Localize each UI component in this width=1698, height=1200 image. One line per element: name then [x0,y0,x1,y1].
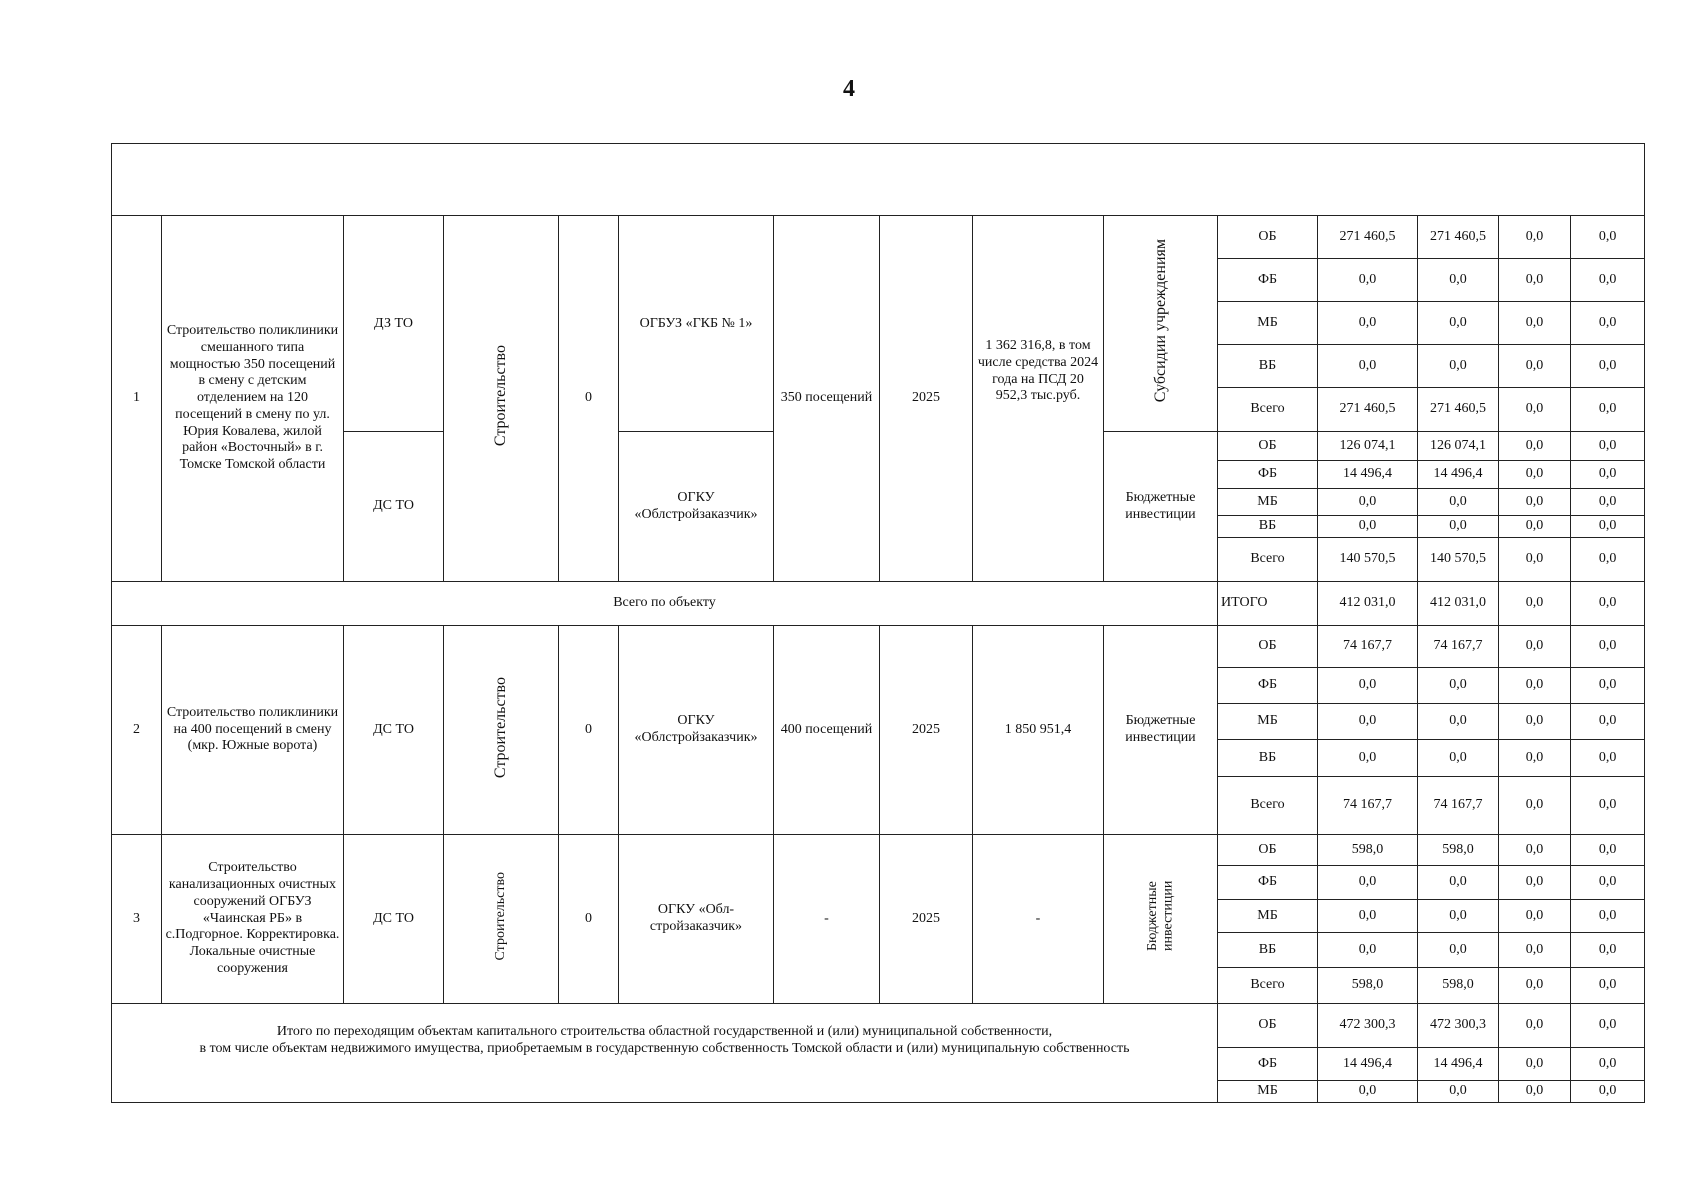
source: ОБ [1218,835,1318,866]
value: 126 074,1 [1418,432,1499,461]
source: МБ [1218,704,1318,740]
value: 0,0 [1499,866,1571,900]
value: 0,0 [1318,302,1418,345]
value: 0,0 [1499,704,1571,740]
subtotal-row [112,582,1645,626]
value: 0,0 [1418,866,1499,900]
value: 0,0 [1418,933,1499,968]
value: 0,0 [1318,900,1418,933]
value: 0,0 [1418,345,1499,388]
value: 0,0 [1499,777,1571,835]
value: 0,0 [1571,489,1645,516]
funding-type: Бюджетные инвестиции [1104,432,1218,582]
funding-type-cell [1104,216,1218,432]
value: 0,0 [1318,489,1418,516]
value: 0,0 [1499,461,1571,489]
work-type: Строительство [492,345,510,447]
value: 140 570,5 [1418,538,1499,582]
source: Всего [1218,968,1318,1004]
value: 0,0 [1418,900,1499,933]
value: 0,0 [1318,1081,1418,1103]
grand-total-line-1: Итого по переходящим объектам капитального строительства областной государственной и (или) муниципальной собственности, [276,1024,1053,1039]
customer: ОГКУ «Облстройзаказчик» [619,432,774,582]
source: ИТОГО [1218,582,1318,626]
value: 0,0 [1571,538,1645,582]
value: 472 300,3 [1418,1004,1499,1048]
value: 0,0 [1318,740,1418,777]
cost: 1 850 951,4 [973,626,1104,835]
value: 0,0 [1571,516,1645,538]
value: 74 167,7 [1418,777,1499,835]
value: 0,0 [1318,668,1418,704]
value: 0,0 [1499,216,1571,259]
table-row [112,626,1645,668]
value: 0,0 [1418,1081,1499,1103]
value: 0,0 [1571,740,1645,777]
value: 0,0 [1571,432,1645,461]
source: ВБ [1218,345,1318,388]
value: 0,0 [1499,1004,1571,1048]
value: 271 460,5 [1318,388,1418,432]
value: 0,0 [1418,516,1499,538]
value: 0,0 [1571,777,1645,835]
value: 14 496,4 [1318,461,1418,489]
value: 0,0 [1499,432,1571,461]
value: 0,0 [1571,302,1645,345]
source: ФБ [1218,259,1318,302]
zero-value: 0 [559,626,619,835]
agency: ДС ТО [344,835,444,1004]
source: ФБ [1218,668,1318,704]
capital-construction-table [111,143,1645,1103]
value: 271 460,5 [1318,216,1418,259]
value: 0,0 [1571,388,1645,432]
value: 14 496,4 [1418,1048,1499,1081]
zero-value: 0 [559,216,619,582]
value: 0,0 [1499,968,1571,1004]
value: 0,0 [1499,668,1571,704]
value: 0,0 [1499,626,1571,668]
source: ВБ [1218,933,1318,968]
value: 0,0 [1499,302,1571,345]
capacity: 350 посещений [774,216,880,582]
value: 0,0 [1418,668,1499,704]
value: 74 167,7 [1418,626,1499,668]
agency: ДС ТО [344,432,444,582]
source: МБ [1218,302,1318,345]
value: 0,0 [1318,259,1418,302]
cost: - [973,835,1104,1004]
subtotal-label: Всего по объекту [112,582,1218,626]
grand-total-text [112,1004,1218,1103]
funding-type: Бюджетные инвестиции [1145,880,1176,952]
value: 0,0 [1499,538,1571,582]
value: 598,0 [1318,968,1418,1004]
value: 0,0 [1571,461,1645,489]
capacity: - [774,835,880,1004]
row-number: 1 [112,216,162,582]
value: 0,0 [1499,388,1571,432]
work-type-cell [444,216,559,582]
source: Всего [1218,388,1318,432]
value: 0,0 [1571,259,1645,302]
source: Всего [1218,538,1318,582]
value: 0,0 [1571,582,1645,626]
work-type: Строительство [492,676,510,778]
source: ОБ [1218,432,1318,461]
grand-total-line-2: в том числе объектам недвижимого имущества, приобретаемым в государственную собственность Томской области и (или) муниципальную собственность [199,1040,1130,1056]
value: 598,0 [1318,835,1418,866]
value: 0,0 [1418,704,1499,740]
value: 0,0 [1571,704,1645,740]
value: 74 167,7 [1318,777,1418,835]
object-name: Строительство канализационных очистных сооружений ОГБУЗ «Чаинская РБ» в с.Подгорное. Корректировка. Локальные очистные сооружения [162,835,344,1004]
value: 0,0 [1418,489,1499,516]
value: 0,0 [1499,1048,1571,1081]
source: Всего [1218,777,1318,835]
value: 0,0 [1499,835,1571,866]
source: ФБ [1218,866,1318,900]
source: ФБ [1218,461,1318,489]
value: 0,0 [1499,740,1571,777]
value: 0,0 [1571,933,1645,968]
value: 0,0 [1571,968,1645,1004]
funding-type-cell [1104,835,1218,1004]
value: 0,0 [1571,216,1645,259]
cost: 1 362 316,8, в том числе средства 2024 года на ПСД 20 952,3 тыс.руб. [973,216,1104,582]
value: 0,0 [1571,866,1645,900]
source: ОБ [1218,1004,1318,1048]
source: ФБ [1218,1048,1318,1081]
value: 0,0 [1499,1081,1571,1103]
year: 2025 [880,216,973,582]
value: 0,0 [1318,345,1418,388]
value: 0,0 [1571,626,1645,668]
value: 0,0 [1499,582,1571,626]
value: 0,0 [1318,866,1418,900]
zero-value: 0 [559,835,619,1004]
value: 0,0 [1571,1004,1645,1048]
value: 74 167,7 [1318,626,1418,668]
funding-type: Бюджетные инвестиции [1104,626,1218,835]
source: МБ [1218,900,1318,933]
source: ОБ [1218,626,1318,668]
customer: ОГКУ «Облстройзаказчик» [619,626,774,835]
value: 0,0 [1318,704,1418,740]
page-number: 4 [843,76,855,102]
value: 412 031,0 [1418,582,1499,626]
year: 2025 [880,835,973,1004]
value: 0,0 [1418,740,1499,777]
source: МБ [1218,489,1318,516]
value: 0,0 [1499,933,1571,968]
value: 271 460,5 [1418,216,1499,259]
value: 412 031,0 [1318,582,1418,626]
capacity: 400 посещений [774,626,880,835]
value: 0,0 [1499,900,1571,933]
value: 598,0 [1418,968,1499,1004]
agency: ДЗ ТО [344,216,444,432]
source: МБ [1218,1081,1318,1103]
value: 14 496,4 [1418,461,1499,489]
value: 0,0 [1318,516,1418,538]
value: 271 460,5 [1418,388,1499,432]
source: ВБ [1218,516,1318,538]
customer: ОГБУЗ «ГКБ № 1» [619,216,774,432]
value: 0,0 [1499,516,1571,538]
source: ВБ [1218,740,1318,777]
customer: ОГКУ «Обл-стройзаказчик» [619,835,774,1004]
row-number: 2 [112,626,162,835]
header-empty-cell [112,144,1645,216]
value: 0,0 [1418,302,1499,345]
value: 598,0 [1418,835,1499,866]
value: 126 074,1 [1318,432,1418,461]
row-number: 3 [112,835,162,1004]
value: 0,0 [1571,900,1645,933]
funding-type: Субсидии учреждениям [1151,239,1169,403]
value: 0,0 [1418,259,1499,302]
object-name: Строительство поликлиники смешанного типа мощностью 350 посещений в смену с детским отделением на 120 посещений в смену по ул. Юрия Ковалева, жилой район «Восточный» в г. Томске Томской области [162,216,344,582]
table-row [112,835,1645,866]
year: 2025 [880,626,973,835]
value: 0,0 [1318,933,1418,968]
value: 0,0 [1571,345,1645,388]
agency: ДС ТО [344,626,444,835]
work-type-cell [444,626,559,835]
value: 0,0 [1571,1048,1645,1081]
table-header-band [112,144,1645,216]
value: 0,0 [1571,1081,1645,1103]
work-type: Строительство [492,871,508,961]
value: 472 300,3 [1318,1004,1418,1048]
object-name: Строительство поликлиники на 400 посещений в смену (мкр. Южные ворота) [162,626,344,835]
source: ОБ [1218,216,1318,259]
value: 0,0 [1571,668,1645,704]
value: 14 496,4 [1318,1048,1418,1081]
value: 140 570,5 [1318,538,1418,582]
value: 0,0 [1499,259,1571,302]
value: 0,0 [1571,835,1645,866]
table-row [112,216,1645,259]
work-type-cell [444,835,559,1004]
value: 0,0 [1499,345,1571,388]
value: 0,0 [1499,489,1571,516]
grand-total-row [112,1004,1645,1048]
